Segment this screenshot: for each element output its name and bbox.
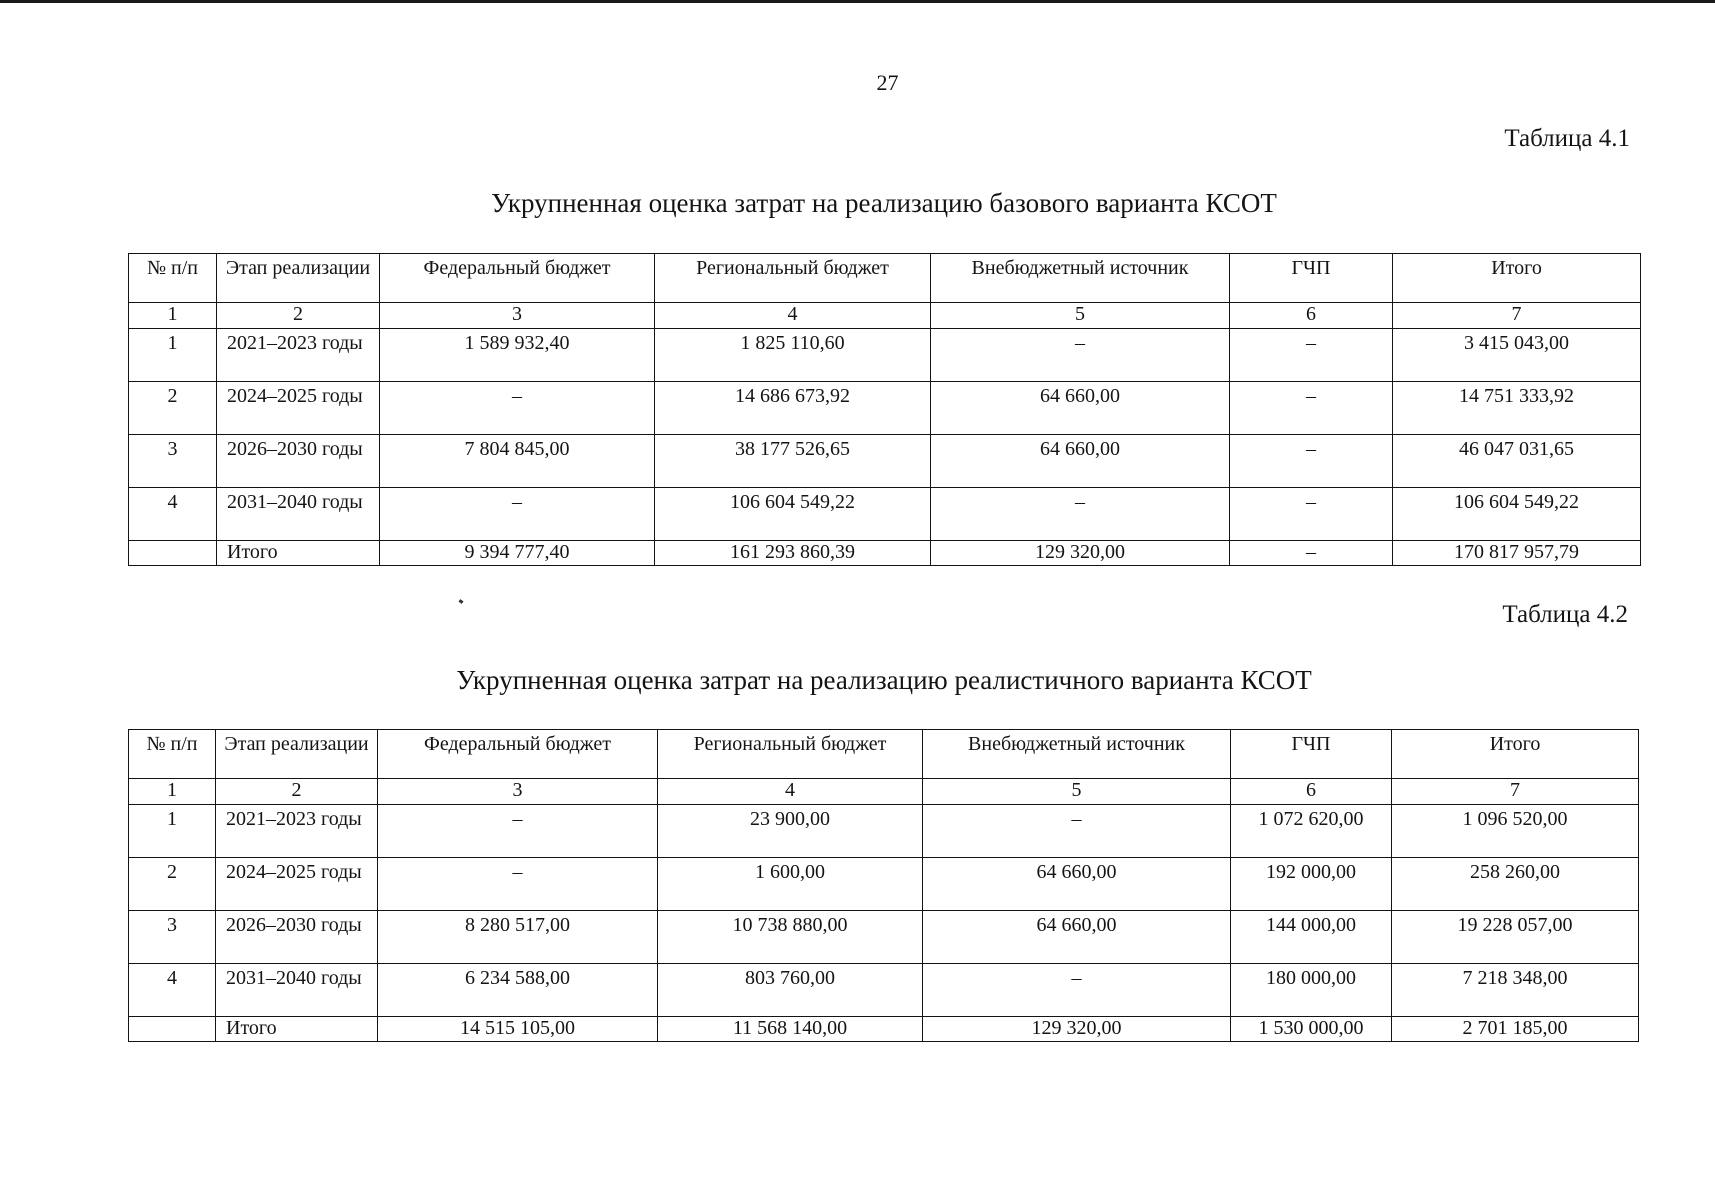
table-cell: 14 686 673,92 (655, 382, 931, 435)
total-cell: 161 293 860,39 (655, 541, 931, 566)
column-number: 5 (931, 303, 1230, 329)
table-cell: 2 (129, 382, 217, 435)
total-cell: 11 568 140,00 (658, 1017, 923, 1042)
table-cell: 1 072 620,00 (1231, 805, 1392, 858)
table-cell: 2026–2030 годы (217, 435, 380, 488)
table-cell: 2031–2040 годы (216, 964, 378, 1017)
cost-table-basic (128, 253, 1641, 566)
table-cell: 803 760,00 (658, 964, 923, 1017)
column-header: Федеральный бюджет (378, 730, 658, 779)
table-cell: 7 804 845,00 (380, 435, 655, 488)
total-cell: 9 394 777,40 (380, 541, 655, 566)
page-number: 27 (876, 70, 899, 95)
column-header: Внебюджетный источник (931, 254, 1230, 303)
table-row (129, 911, 1639, 964)
table-cell: – (1230, 435, 1393, 488)
table-cell: 1 (129, 329, 217, 382)
column-header: Итого (1392, 730, 1639, 779)
table-cell: 38 177 526,65 (655, 435, 931, 488)
table-cell: 64 660,00 (931, 382, 1230, 435)
table-cell: 2 (129, 858, 216, 911)
column-header: Внебюджетный источник (923, 730, 1231, 779)
table-cell: 2031–2040 годы (217, 488, 380, 541)
total-row (129, 541, 1641, 566)
column-number: 4 (655, 303, 931, 329)
total-cell (129, 541, 217, 566)
table-cell: 14 751 333,92 (1393, 382, 1641, 435)
table-cell: 1 (129, 805, 216, 858)
header-row (129, 254, 1641, 303)
column-number-row (129, 303, 1641, 329)
column-header: № п/п (129, 254, 217, 303)
table-cell: 258 260,00 (1392, 858, 1639, 911)
column-number: 1 (129, 779, 216, 805)
table-cell: 19 228 057,00 (1392, 911, 1639, 964)
column-header: Региональный бюджет (655, 254, 931, 303)
column-header: Этап реализации (216, 730, 378, 779)
table-cell: 192 000,00 (1231, 858, 1392, 911)
column-number: 4 (658, 779, 923, 805)
table-cell: 2024–2025 годы (217, 382, 380, 435)
total-cell (129, 1017, 216, 1042)
total-cell: Итого (216, 1017, 378, 1042)
table-cell: 106 604 549,22 (1393, 488, 1641, 541)
total-cell: – (1230, 541, 1393, 566)
column-number: 2 (216, 779, 378, 805)
table-cell: 2021–2023 годы (217, 329, 380, 382)
table-cell: – (380, 382, 655, 435)
cost-table-realistic (128, 729, 1639, 1042)
table-cell: 4 (129, 964, 216, 1017)
column-number: 7 (1392, 779, 1639, 805)
table-cell: 64 660,00 (923, 858, 1231, 911)
column-header: № п/п (129, 730, 216, 779)
table-row (129, 435, 1641, 488)
total-cell: 129 320,00 (931, 541, 1230, 566)
table-cell: 64 660,00 (923, 911, 1231, 964)
column-number-row (129, 779, 1639, 805)
table-cell: 1 600,00 (658, 858, 923, 911)
column-number: 3 (378, 779, 658, 805)
column-number: 7 (1393, 303, 1641, 329)
column-header: Этап реализации (217, 254, 380, 303)
table-cell: 3 (129, 435, 217, 488)
table-cell: 46 047 031,65 (1393, 435, 1641, 488)
column-number: 5 (923, 779, 1231, 805)
table-cell: 2026–2030 годы (216, 911, 378, 964)
column-number: 6 (1231, 779, 1392, 805)
table-cell: – (1230, 382, 1393, 435)
column-header: Итого (1393, 254, 1641, 303)
table-row (129, 329, 1641, 382)
header-row (129, 730, 1639, 779)
table-cell: – (923, 964, 1231, 1017)
column-number: 6 (1230, 303, 1393, 329)
column-header: Региональный бюджет (658, 730, 923, 779)
table-1-title: Укрупненная оценка затрат на реализацию базового варианта КСОТ (491, 188, 1277, 218)
column-header: ГЧП (1230, 254, 1393, 303)
table-cell: 1 589 932,40 (380, 329, 655, 382)
table-cell: – (931, 329, 1230, 382)
total-cell: 14 515 105,00 (378, 1017, 658, 1042)
table-cell: 144 000,00 (1231, 911, 1392, 964)
table-cell: 8 280 517,00 (378, 911, 658, 964)
table-cell: 180 000,00 (1231, 964, 1392, 1017)
table-cell: – (1230, 329, 1393, 382)
table-row (129, 805, 1639, 858)
table-cell: 6 234 588,00 (378, 964, 658, 1017)
table-2-label: Таблица 4.2 (1502, 601, 1628, 628)
total-cell: 129 320,00 (923, 1017, 1231, 1042)
table-cell: – (1230, 488, 1393, 541)
table-1-label: Таблица 4.1 (1504, 125, 1630, 152)
table-cell: 4 (129, 488, 217, 541)
table-cell: 7 218 348,00 (1392, 964, 1639, 1017)
scan-speck (459, 599, 464, 604)
table-cell: – (378, 805, 658, 858)
column-number: 3 (380, 303, 655, 329)
scan-top-edge (0, 0, 1715, 3)
table-cell: 2024–2025 годы (216, 858, 378, 911)
column-number: 1 (129, 303, 217, 329)
table-cell: 64 660,00 (931, 435, 1230, 488)
table-cell: – (378, 858, 658, 911)
table-cell: 1 825 110,60 (655, 329, 931, 382)
table-row (129, 488, 1641, 541)
table-cell: 3 415 043,00 (1393, 329, 1641, 382)
total-cell: Итого (217, 541, 380, 566)
table-cell: – (923, 805, 1231, 858)
table-cell: 23 900,00 (658, 805, 923, 858)
table-row (129, 382, 1641, 435)
total-cell: 170 817 957,79 (1393, 541, 1641, 566)
column-header: ГЧП (1231, 730, 1392, 779)
table-cell: 10 738 880,00 (658, 911, 923, 964)
table-cell: – (380, 488, 655, 541)
column-header: Федеральный бюджет (380, 254, 655, 303)
total-cell: 1 530 000,00 (1231, 1017, 1392, 1042)
table-cell: 1 096 520,00 (1392, 805, 1639, 858)
table-row (129, 858, 1639, 911)
table-cell: – (931, 488, 1230, 541)
table-cell: 106 604 549,22 (655, 488, 931, 541)
table-2-title: Укрупненная оценка затрат на реализацию реалистичного варианта КСОТ (456, 665, 1312, 695)
total-row (129, 1017, 1639, 1042)
total-cell: 2 701 185,00 (1392, 1017, 1639, 1042)
column-number: 2 (217, 303, 380, 329)
table-row (129, 964, 1639, 1017)
table-cell: 2021–2023 годы (216, 805, 378, 858)
table-cell: 3 (129, 911, 216, 964)
